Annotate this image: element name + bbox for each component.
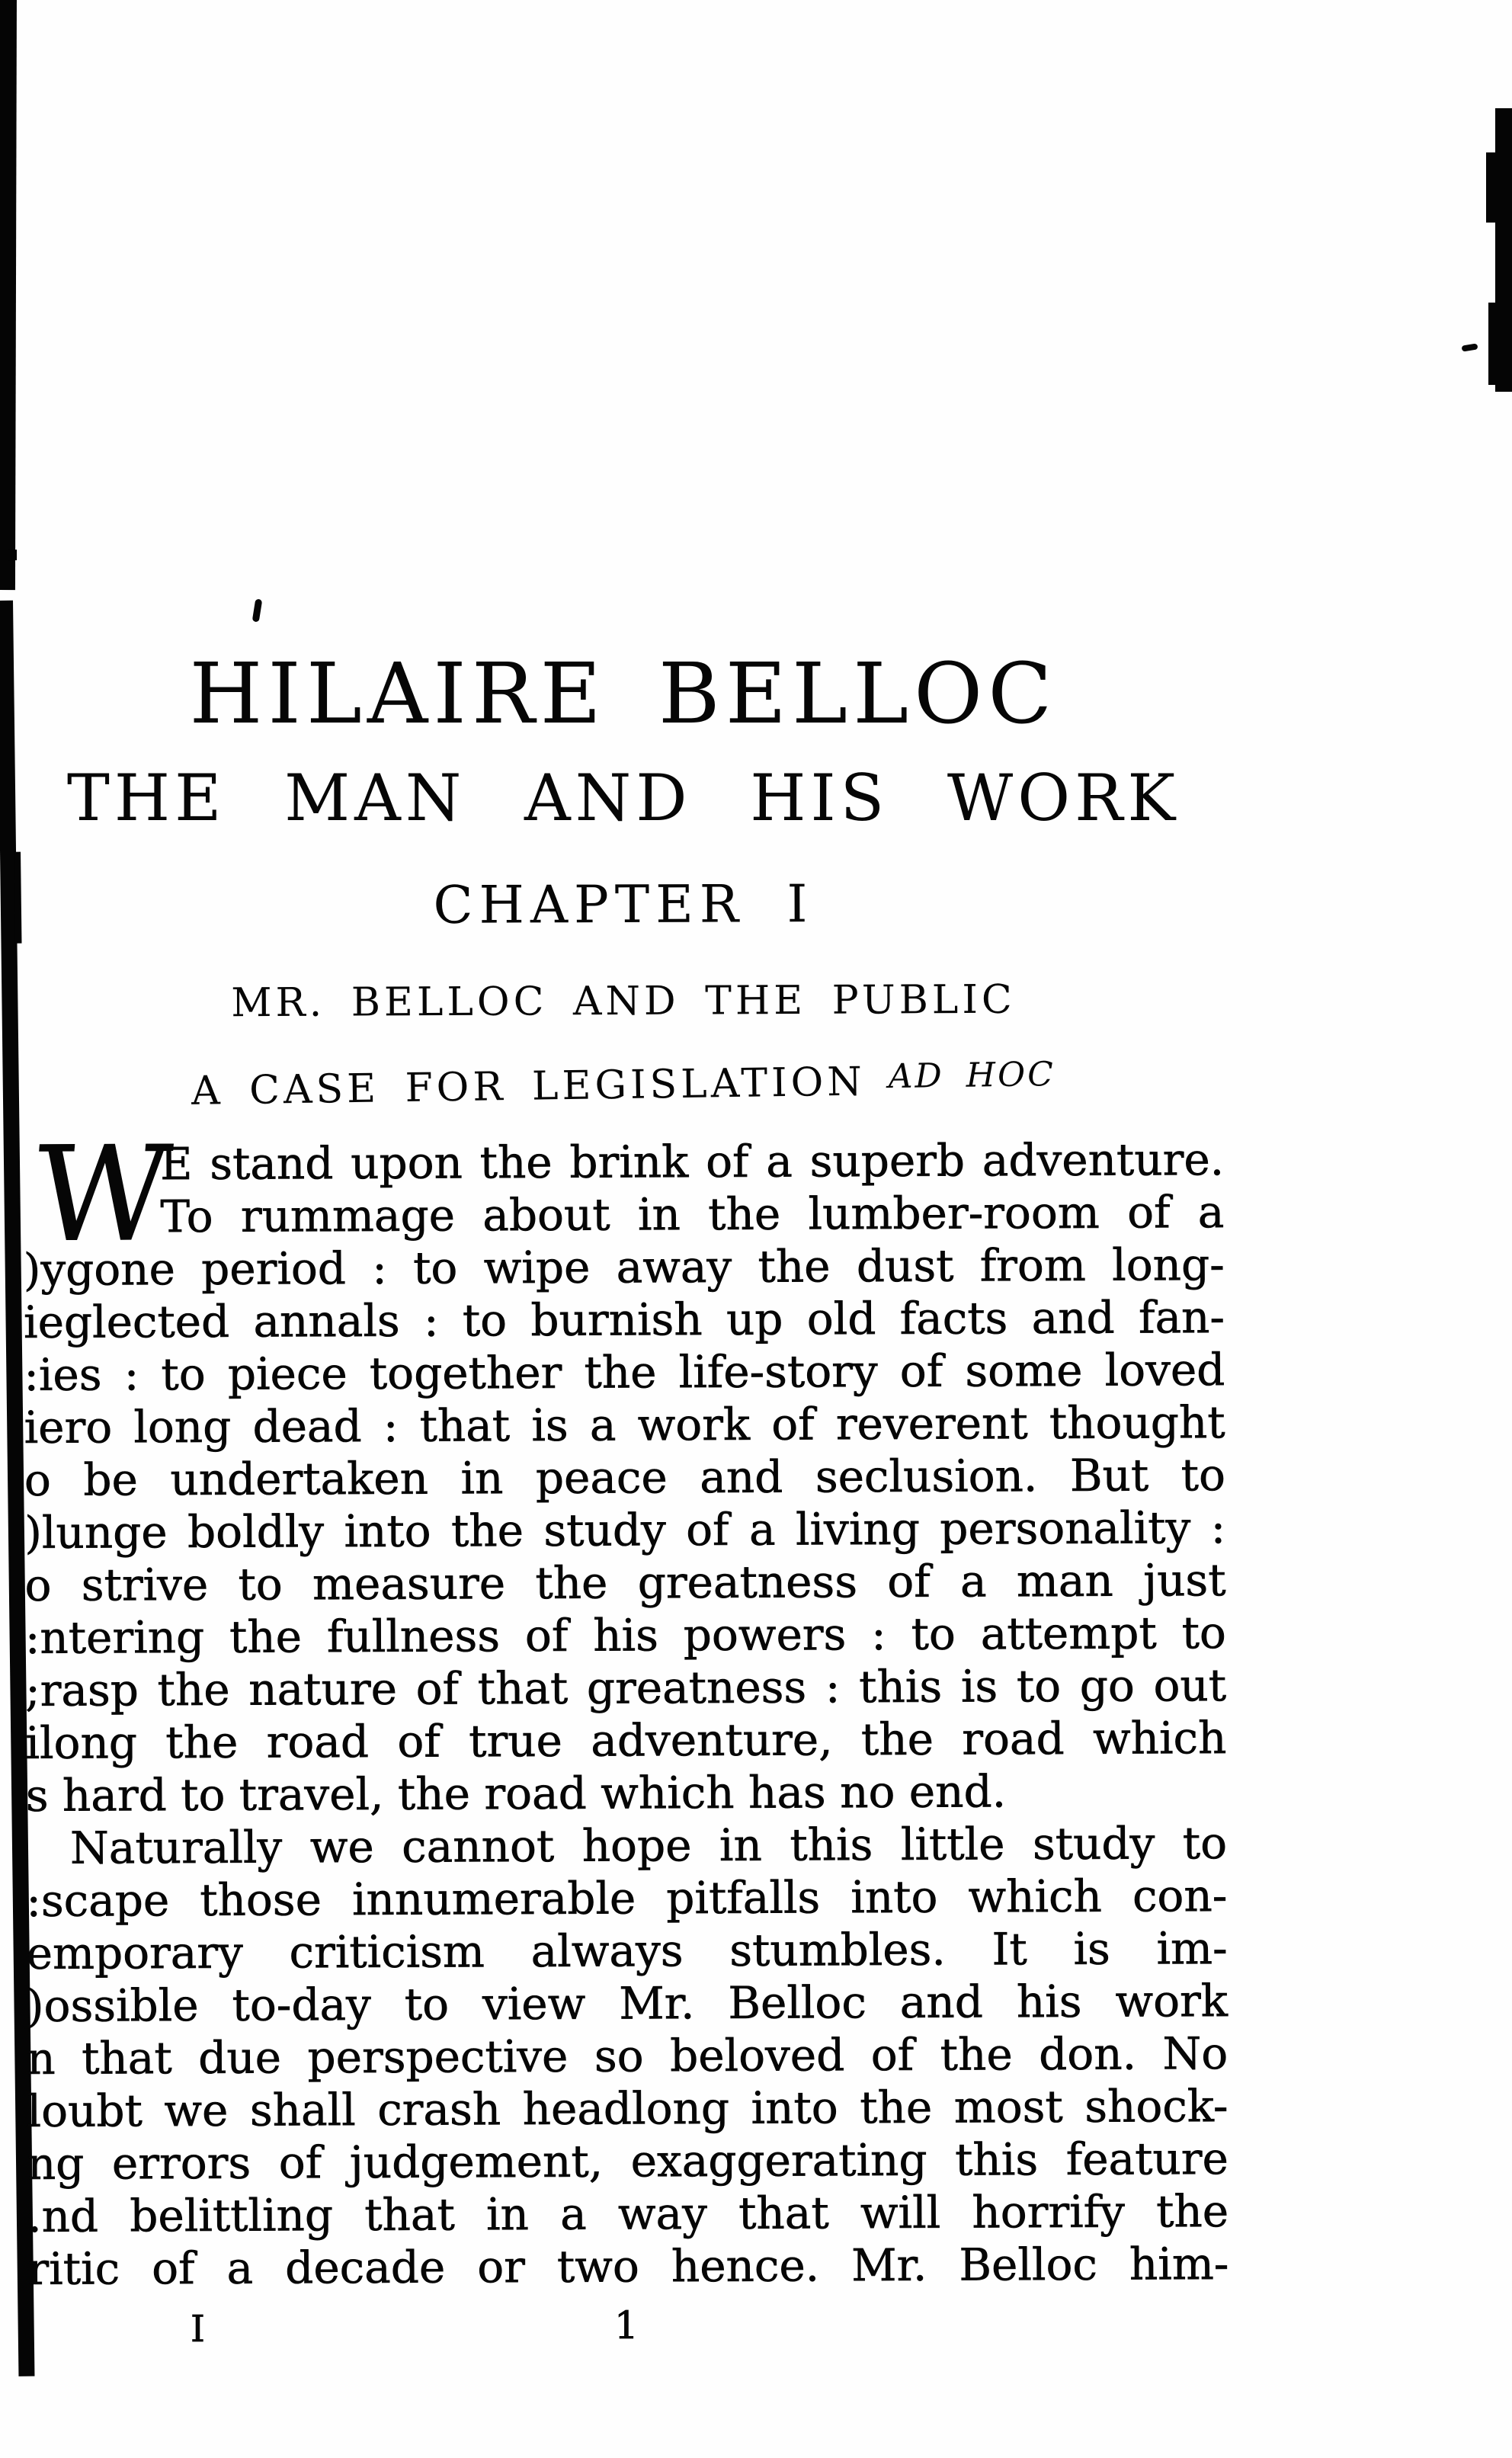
signature-mark: I (191, 2308, 205, 2351)
body-text-line: :ies : to piece together the life-story of some loved (24, 1344, 1225, 1401)
book-title: HILAIRE BELLOC (189, 645, 1058, 742)
body-text-block (23, 1117, 1229, 2296)
body-text-line: :scape those innumerable pitfalls into which con- (26, 1870, 1228, 1927)
scan-edge-bar-left-top (0, 0, 17, 590)
body-text-line: ritic of a decade or two hence. Mr. Belloc him- (27, 2238, 1229, 2295)
drop-cap: W (28, 1117, 177, 1271)
body-text-line: To rummage about in the lumber-room of a (160, 1186, 1225, 1243)
chapter-heading: CHAPTER I (433, 874, 814, 936)
page-number: 1 (614, 2303, 639, 2347)
ink-speck-dash (1462, 343, 1478, 351)
body-text-line: o strive to measure the greatness of a man just (24, 1554, 1226, 1611)
body-text-line: ieglected annals : to burnish up old facts and fan- (23, 1291, 1225, 1348)
body-text-line: )ossible to-day to view Mr. Belloc and his work (26, 1975, 1228, 2032)
body-text-line: )lunge boldly into the study of a living personality : (24, 1501, 1226, 1559)
case-heading (23, 1054, 1225, 1117)
body-text-line: E stand upon the brink of a superb adventure. (159, 1133, 1225, 1191)
body-text-line: loubt we shall crash headlong into the most shock- (27, 2080, 1228, 2137)
body-text-line: n that due perspective so beloved of the don. No (27, 2027, 1228, 2085)
body-text-line: ;rasp the nature of that greatness : this is to go out (25, 1659, 1227, 1716)
body-text-line: o be undertaken in peace and seclusion. But to (24, 1449, 1226, 1506)
body-text-line: s hard to travel, the road which has no end. (25, 1765, 1007, 1822)
body-text-line: ilong the road of true adventure, the road which (25, 1712, 1227, 1769)
scan-edge-bar-right (1495, 108, 1512, 392)
body-lines (23, 1133, 1229, 2296)
body-text-line: .nd belittling that in a way that will horrify the (27, 2185, 1229, 2242)
section-heading: MR. BELLOC AND THE PUBLIC (231, 976, 1016, 1027)
case-heading-text: A CASE FOR LEGISLATION (191, 1059, 867, 1114)
ink-speck-apostrophe (252, 598, 263, 622)
body-text-line: :ntering the fullness of his powers : to attempt to (24, 1607, 1226, 1664)
body-text-line: ng errors of judgement, exaggerating this feature (27, 2133, 1229, 2190)
body-text-line: Naturally we cannot hope in this little study to (69, 1817, 1228, 1874)
book-subtitle: THE MAN AND HIS WORK (66, 761, 1180, 835)
case-heading-qualifier: AD HOC (888, 1055, 1056, 1097)
body-text-line: emporary criticism always stumbles. It is im- (26, 1922, 1228, 1979)
body-text-line: iero long dead : that is a work of reverent thought (24, 1396, 1225, 1453)
body-text-line: )ygone period : to wipe away the dust from long- (23, 1239, 1225, 1296)
